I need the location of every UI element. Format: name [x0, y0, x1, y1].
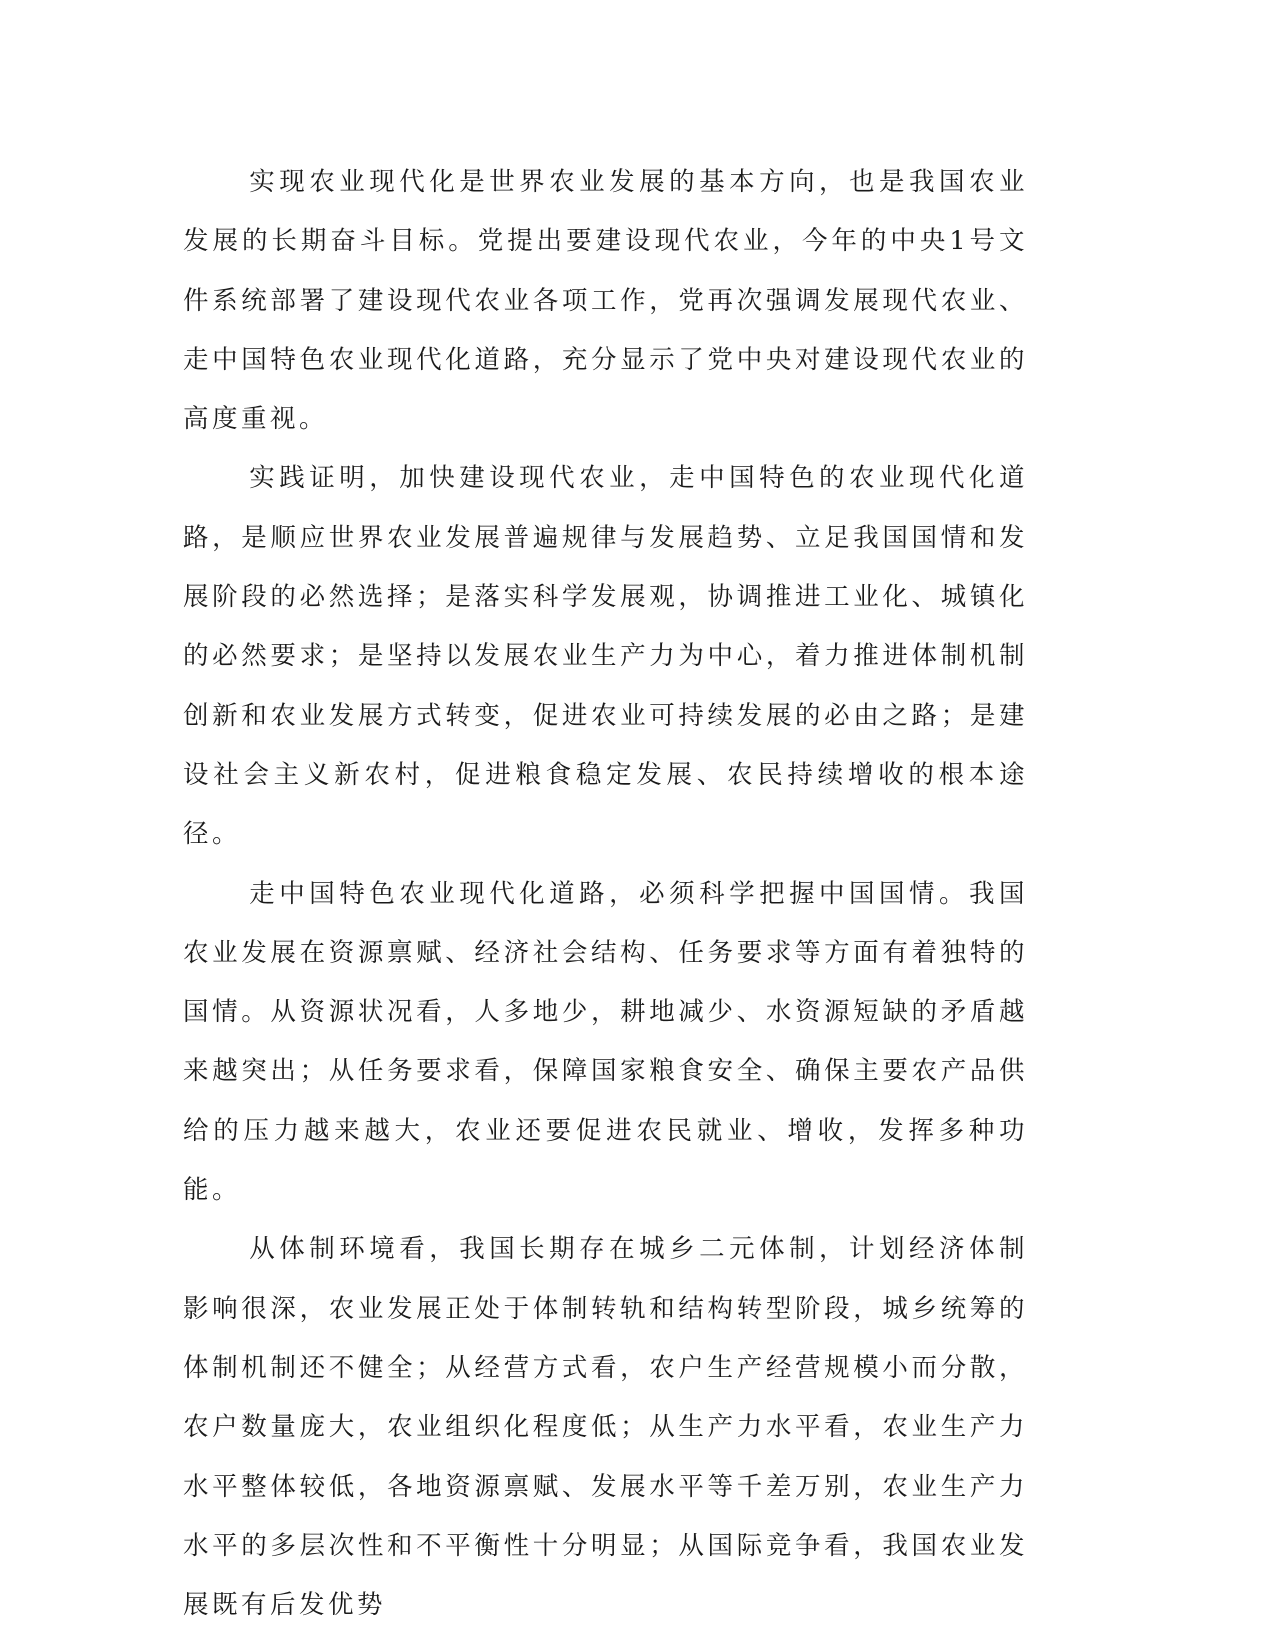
paragraph: 实践证明，加快建设现代农业，走中国特色的农业现代化道路，是顺应世界农业发展普遍规律与发展趋势、立足我国国情和发展阶段的必然选择；是落实科学发展观，协调推进工业化、城镇化的必然要求；是坚持以发展农业生产力为中心，着力推进体制机制创新和农业发展方式转变，促进农业可持续发展的必由之路；是建设社会主义新农村，促进粮食稳定发展、农民持续增收的根本途径。: [183, 463, 1028, 850]
paragraph: 走中国特色农业现代化道路，必须科学把握中国国情。我国农业发展在资源禀赋、经济社会结构、任务要求等方面有着独特的国情。从资源状况看，人多地少，耕地减少、水资源短缺的矛盾越来越突出；从任务要求看，保障国家粮食安全、确保主要农产品供给的压力越来越大，农业还要促进农民就业、增收，发挥多种功能。: [183, 878, 1028, 1206]
document-body: [183, 153, 1028, 1635]
paragraph: 实现农业现代化是世界农业发展的基本方向，也是我国农业发展的长期奋斗目标。党提出要建设现代农业，今年的中央1号文件系统部署了建设现代农业各项工作，党再次强调发展现代农业、走中国特色农业现代化道路，充分显示了党中央对建设现代农业的高度重视。: [183, 167, 1028, 435]
paragraph: 从体制环境看，我国长期存在城乡二元体制，计划经济体制影响很深，农业发展正处于体制转轨和结构转型阶段，城乡统筹的体制机制还不健全；从经营方式看，农户生产经营规模小而分散，农户数量庞大，农业组织化程度低；从生产力水平看，农业生产力水平整体较低，各地资源禀赋、发展水平等千差万别，农业生产力水平的多层次性和不平衡性十分明显；从国际竞争看，我国农业发展既有后发优势: [183, 1234, 1028, 1621]
